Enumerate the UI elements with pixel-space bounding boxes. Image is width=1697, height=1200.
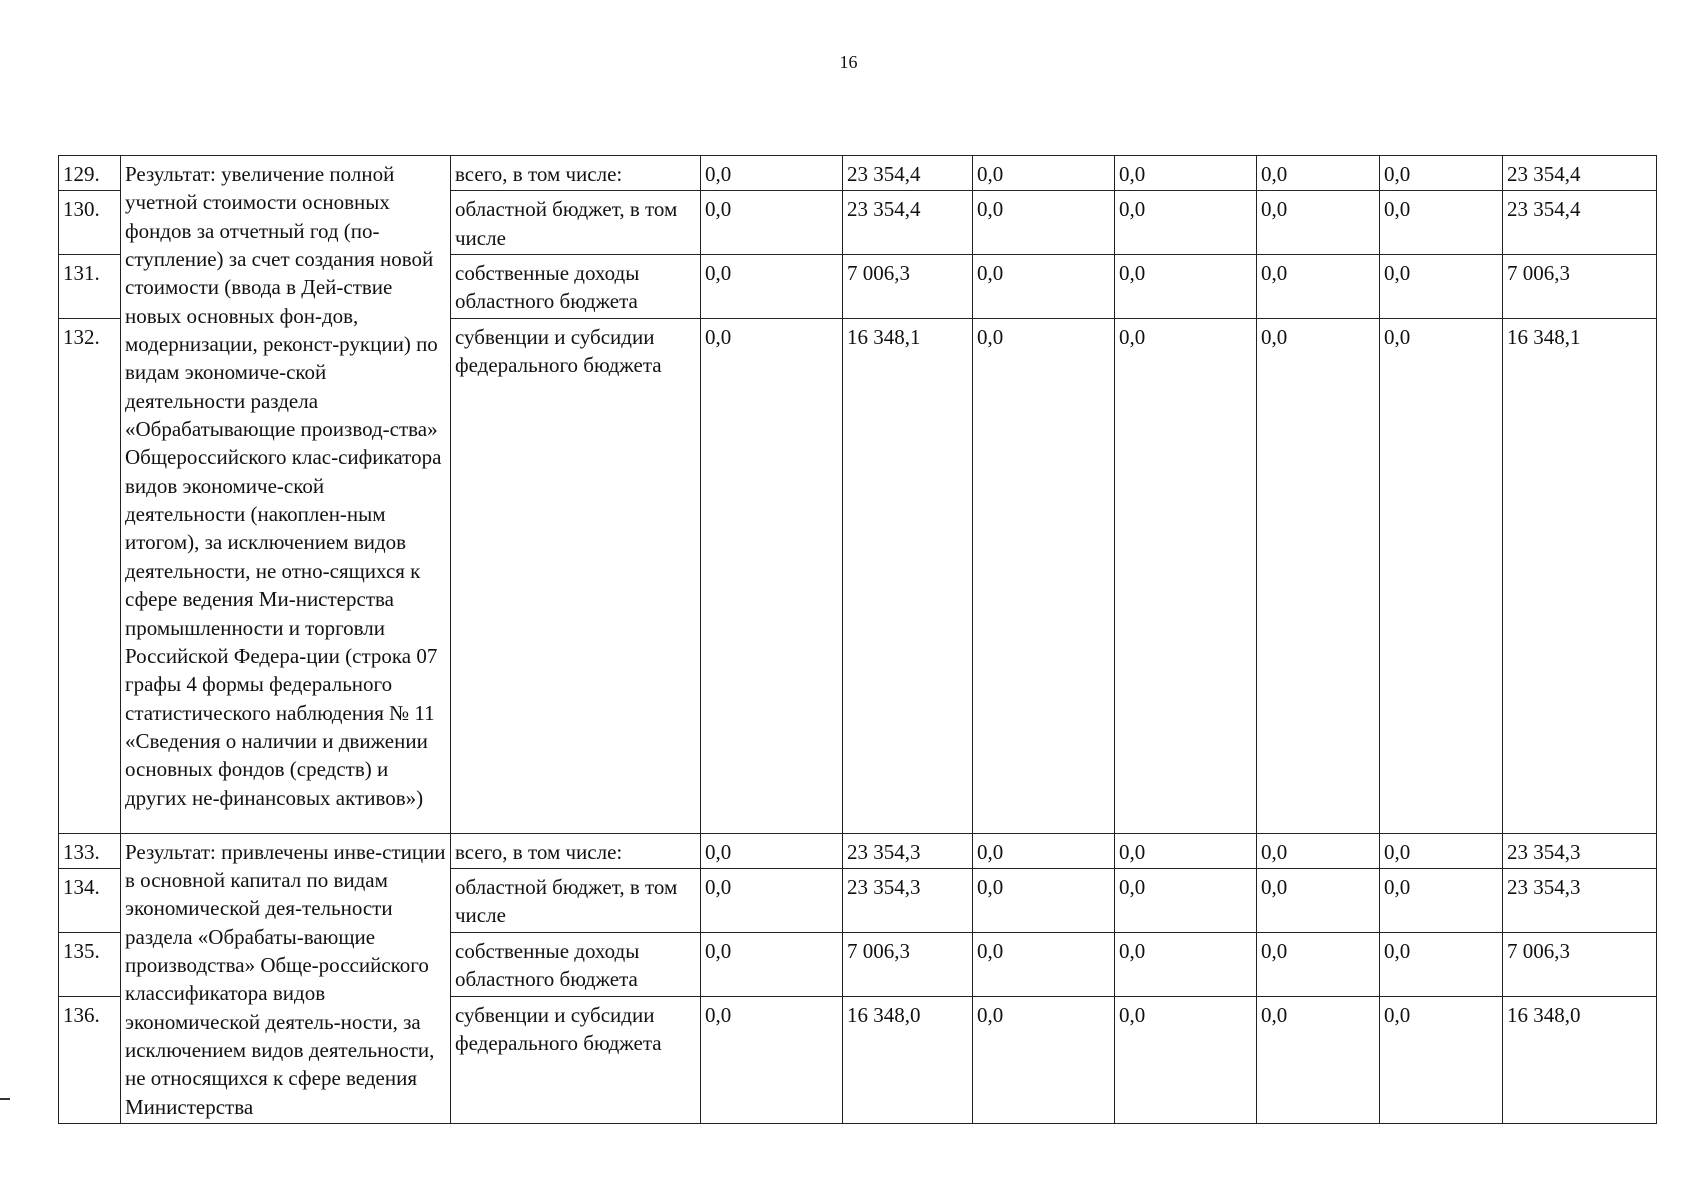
- value-cell: 0,0: [701, 996, 843, 1123]
- funding-source: субвенции и субсидии федерального бюджета: [451, 996, 701, 1123]
- value-cell: 0,0: [1257, 869, 1380, 933]
- value-cell: 0,0: [1257, 996, 1380, 1123]
- value-cell: 0,0: [701, 156, 843, 191]
- funding-source: всего, в том числе:: [451, 833, 701, 868]
- value-cell: 0,0: [973, 156, 1115, 191]
- value-cell: 0,0: [1257, 318, 1380, 833]
- value-cell: 0,0: [1257, 833, 1380, 868]
- row-number: 135.: [59, 932, 121, 996]
- row-number: 134.: [59, 869, 121, 933]
- funding-source: областной бюджет, в том числе: [451, 191, 701, 255]
- value-cell: 16 348,1: [843, 318, 973, 833]
- budget-table: [58, 155, 1657, 1124]
- value-cell: 0,0: [973, 932, 1115, 996]
- value-cell: 16 348,0: [843, 996, 973, 1123]
- value-cell: 0,0: [1115, 932, 1257, 996]
- value-cell: 0,0: [973, 255, 1115, 319]
- funding-source: собственные доходы областного бюджета: [451, 932, 701, 996]
- value-cell: 0,0: [973, 318, 1115, 833]
- margin-mark: [0, 1098, 10, 1100]
- value-cell: 16 348,1: [1503, 318, 1657, 833]
- value-cell: 0,0: [1115, 156, 1257, 191]
- value-cell: 0,0: [1257, 932, 1380, 996]
- funding-source: всего, в том числе:: [451, 156, 701, 191]
- table-row: [59, 833, 1657, 868]
- table-body: [59, 156, 1657, 1124]
- value-cell: 0,0: [701, 869, 843, 933]
- row-number: 133.: [59, 833, 121, 868]
- value-cell: 0,0: [1380, 996, 1503, 1123]
- value-cell: 0,0: [1115, 869, 1257, 933]
- value-cell: 0,0: [973, 996, 1115, 1123]
- value-cell: 23 354,4: [843, 156, 973, 191]
- value-cell: 7 006,3: [1503, 255, 1657, 319]
- result-description: Результат: привлечены инве-стиции в основной капитал по видам экономической дея-тельности раздела «Обрабаты-вающие производства» Обще-российского классификатора видов экономической деятель-ности, за исключением видов деятельности, не относящихся к сфере ведения Министерства: [121, 833, 451, 1123]
- funding-source: областной бюджет, в том числе: [451, 869, 701, 933]
- value-cell: 0,0: [973, 869, 1115, 933]
- value-cell: 0,0: [1380, 318, 1503, 833]
- value-cell: 0,0: [1380, 255, 1503, 319]
- value-cell: 0,0: [973, 833, 1115, 868]
- row-number: 129.: [59, 156, 121, 191]
- value-cell: 0,0: [973, 191, 1115, 255]
- value-cell: 7 006,3: [1503, 932, 1657, 996]
- value-cell: 0,0: [701, 191, 843, 255]
- table-row: [59, 156, 1657, 191]
- value-cell: 23 354,3: [1503, 869, 1657, 933]
- value-cell: 0,0: [1380, 869, 1503, 933]
- value-cell: 0,0: [1380, 932, 1503, 996]
- value-cell: 23 354,4: [1503, 191, 1657, 255]
- funding-source: субвенции и субсидии федерального бюджета: [451, 318, 701, 833]
- value-cell: 0,0: [1257, 255, 1380, 319]
- value-cell: 23 354,3: [843, 833, 973, 868]
- value-cell: 0,0: [701, 318, 843, 833]
- value-cell: 0,0: [1380, 191, 1503, 255]
- value-cell: 16 348,0: [1503, 996, 1657, 1123]
- value-cell: 0,0: [1380, 156, 1503, 191]
- value-cell: 0,0: [1115, 191, 1257, 255]
- value-cell: 0,0: [701, 932, 843, 996]
- funding-source: собственные доходы областного бюджета: [451, 255, 701, 319]
- row-number: 131.: [59, 255, 121, 319]
- value-cell: 0,0: [701, 833, 843, 868]
- value-cell: 0,0: [1115, 833, 1257, 868]
- value-cell: 7 006,3: [843, 255, 973, 319]
- row-number: 136.: [59, 996, 121, 1123]
- page-number: 16: [839, 52, 858, 72]
- value-cell: 0,0: [1115, 318, 1257, 833]
- value-cell: 0,0: [1257, 191, 1380, 255]
- value-cell: 0,0: [701, 255, 843, 319]
- value-cell: 0,0: [1115, 255, 1257, 319]
- row-number: 130.: [59, 191, 121, 255]
- value-cell: 0,0: [1257, 156, 1380, 191]
- value-cell: 7 006,3: [843, 932, 973, 996]
- value-cell: 23 354,4: [1503, 156, 1657, 191]
- row-number: 132.: [59, 318, 121, 833]
- value-cell: 23 354,3: [843, 869, 973, 933]
- value-cell: 0,0: [1380, 833, 1503, 868]
- result-description: Результат: увеличение полной учетной стоимости основных фондов за отчетный год (по-ступление) за счет создания новой стоимости (ввода в Дей-ствие новых основных фон-дов, модернизации, реконст-рукции) по видам экономиче-ской деятельности раздела «Обрабатывающие производ-ства» Общероссийского клас-сификатора видов экономиче-ской деятельности (накоплен-ным итогом), за исключением видов деятельности, не отно-сящихся к сфере ведения Ми-нистерства промышленности и торговли Российской Федера-ции (строка 07 графы 4 формы федерального статистического наблюдения № 11 «Сведения о наличии и движении основных фондов (средств) и других не-финансовых активов»): [121, 156, 451, 834]
- value-cell: 23 354,4: [843, 191, 973, 255]
- value-cell: 0,0: [1115, 996, 1257, 1123]
- value-cell: 23 354,3: [1503, 833, 1657, 868]
